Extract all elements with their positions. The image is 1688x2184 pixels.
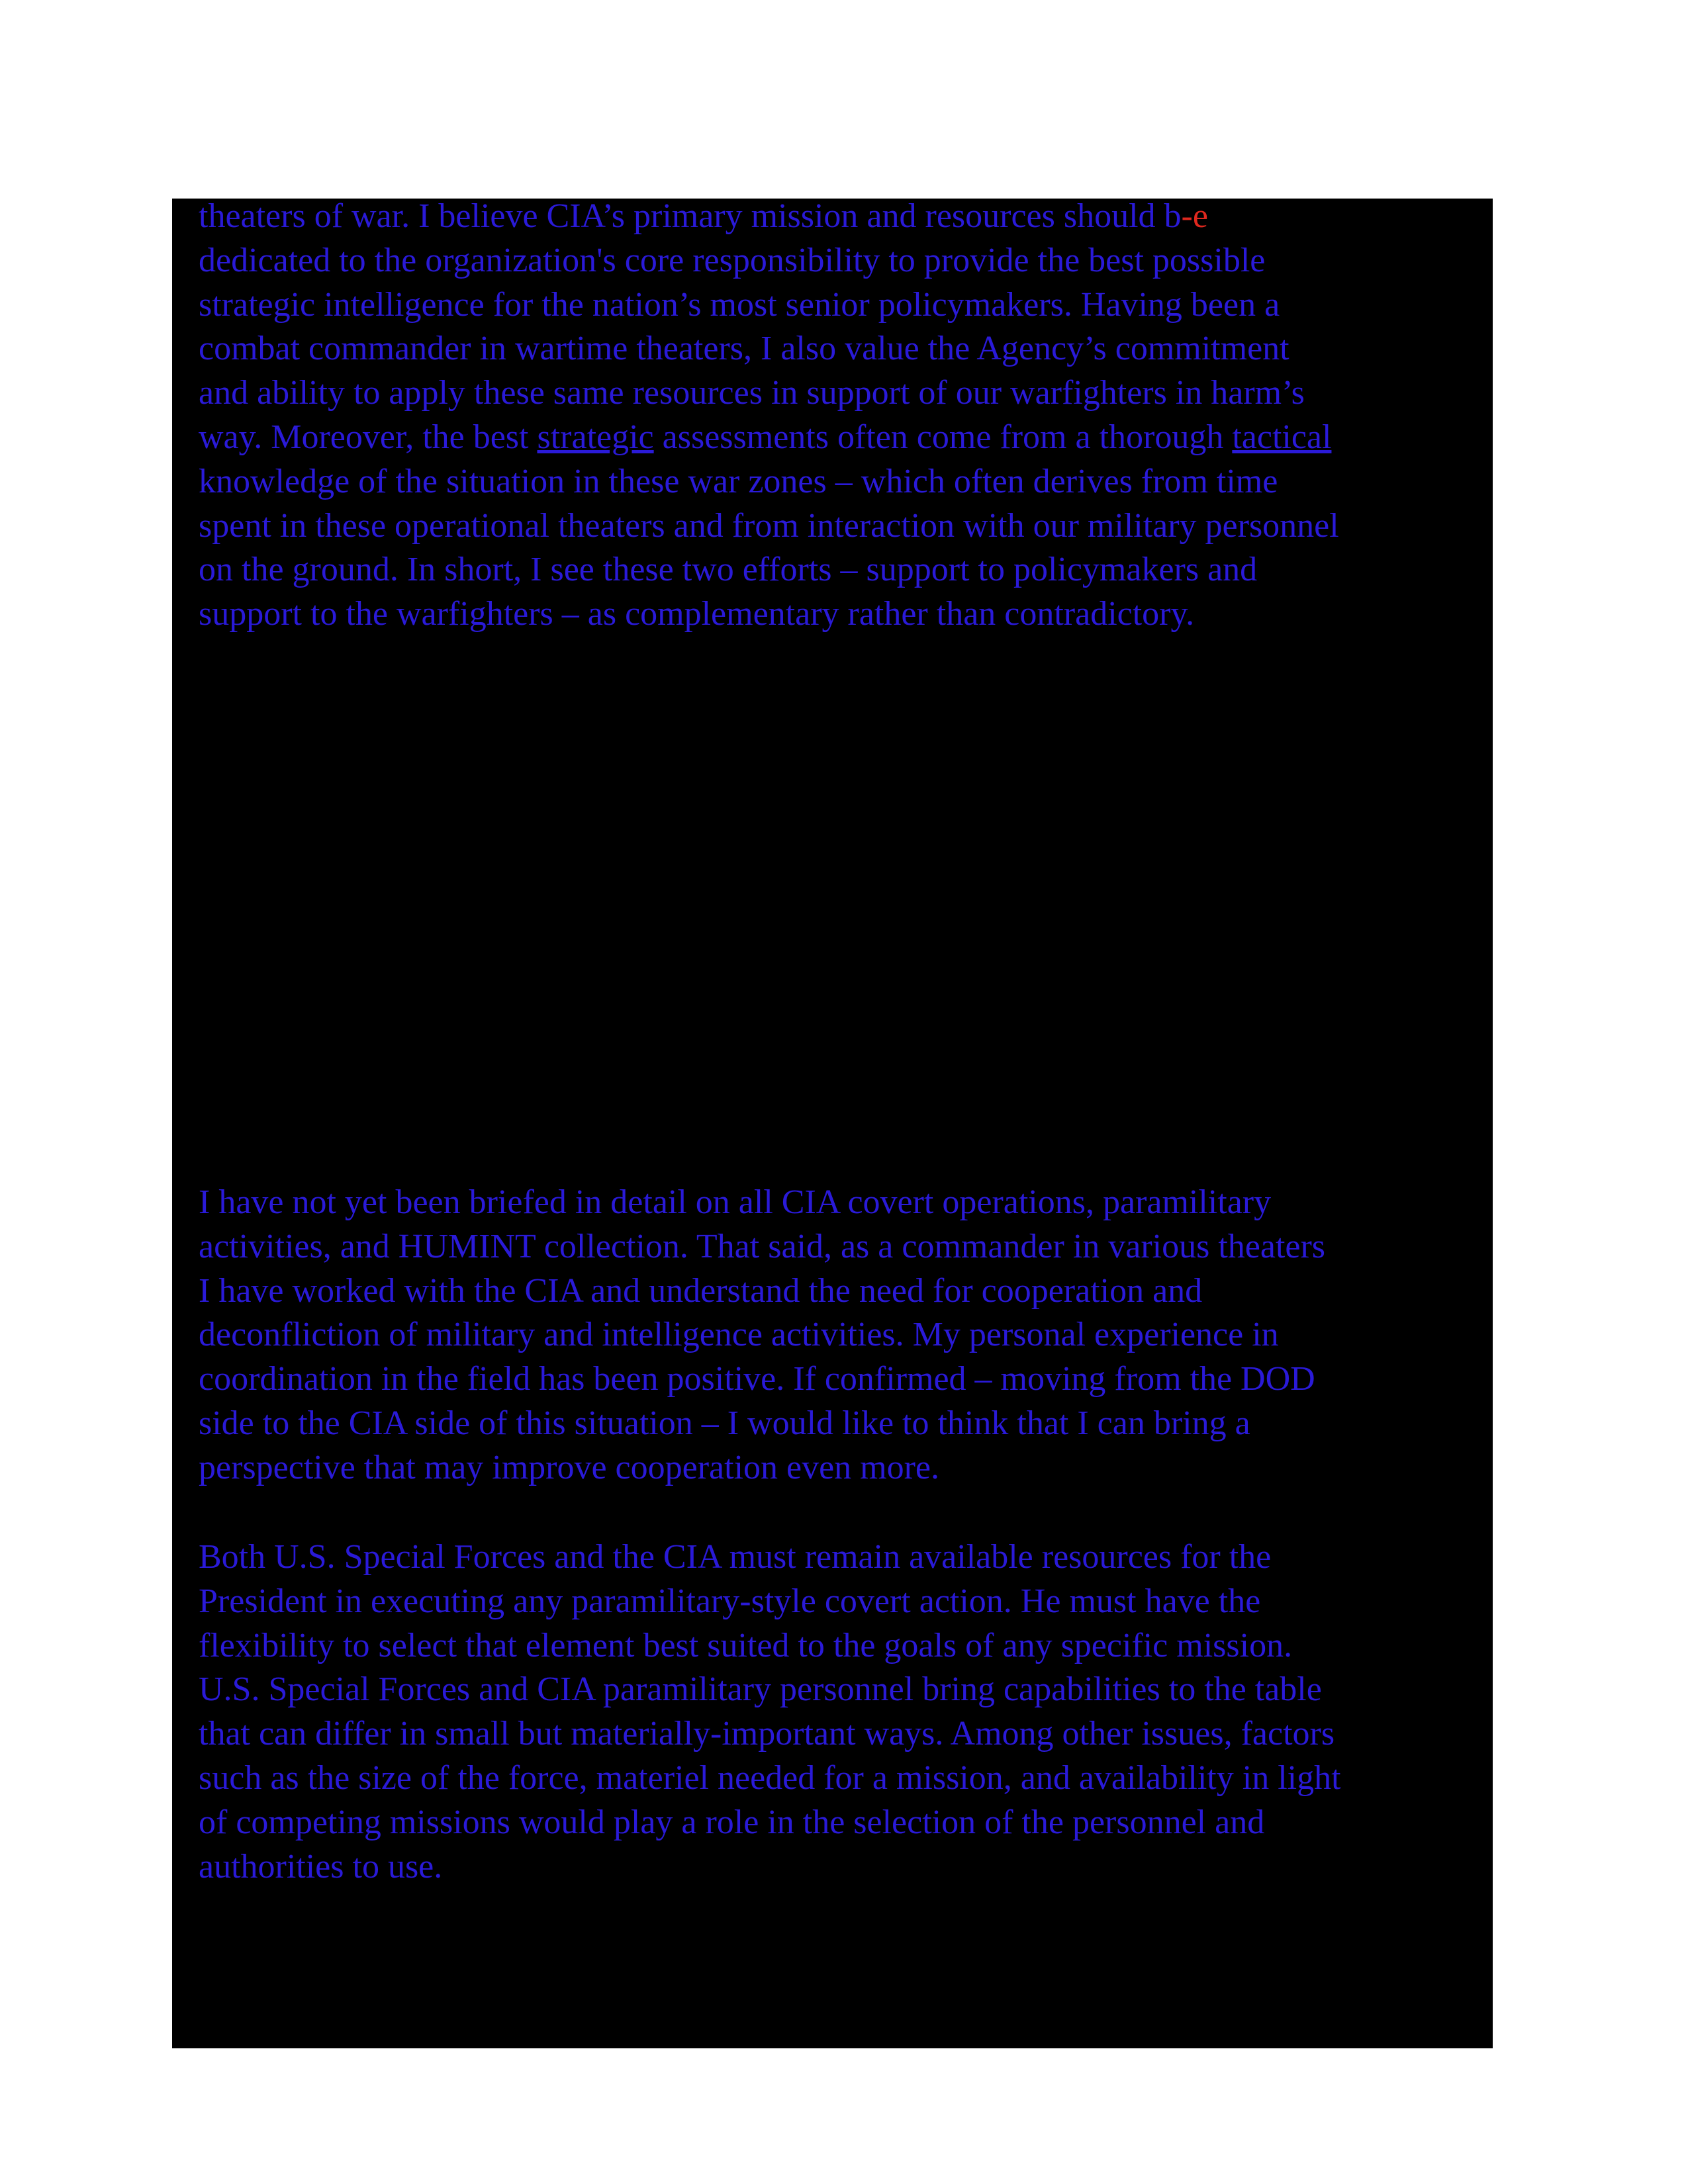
- text-line: I have worked with the CIA and understand the need for cooperation and: [199, 1271, 1203, 1310]
- text-line: knowledge of the situation in these war zones – which often derives from time: [199, 462, 1278, 500]
- text-line: authorities to use.: [199, 1847, 443, 1886]
- text-line: and ability to apply these same resources in support of our warfighters in harm’s: [199, 374, 1305, 412]
- text-line: way. Moreover, the best strategic assessments often come from a thorough tactical: [199, 418, 1332, 456]
- text-line: side to the CIA side of this situation – I would like to think that I can bring a: [199, 1404, 1250, 1442]
- text-line: Both U.S. Special Forces and the CIA must remain available resources for the: [199, 1538, 1272, 1576]
- text-line: theaters of war. I believe CIA’s primary mission and resources should b-e: [199, 197, 1208, 235]
- text-line: dedicated to the organization's core responsibility to provide the best possible: [199, 241, 1266, 279]
- text-line: of competing missions would play a role in the selection of the personnel and: [199, 1803, 1265, 1841]
- text-line: coordination in the field has been positive. If confirmed – moving from the DOD: [199, 1360, 1315, 1398]
- text-line: such as the size of the force, materiel needed for a mission, and availability in light: [199, 1758, 1341, 1797]
- paragraph-covert-operations: [199, 1181, 1496, 1490]
- paragraph-special-forces: [199, 1535, 1496, 1889]
- underlined-word-strategic: strategic: [537, 418, 654, 456]
- text-line: U.S. Special Forces and CIA paramilitary personnel bring capabilities to the table: [199, 1670, 1322, 1709]
- text-line: on the ground. In short, I see these two efforts – support to policymakers and: [199, 551, 1258, 589]
- text-line: spent in these operational theaters and from interaction with our military personnel: [199, 506, 1339, 545]
- text-line: perspective that may improve cooperation even more.: [199, 1448, 940, 1486]
- underlined-word-tactical: tactical: [1232, 418, 1332, 456]
- text-line: President in executing any paramilitary-style covert action. He must have the: [199, 1582, 1261, 1620]
- text-line: activities, and HUMINT collection. That said, as a commander in various theaters: [199, 1227, 1326, 1265]
- paragraph-cia-mission: [199, 195, 1496, 637]
- text-line: that can differ in small but materially-important ways. Among other issues, factors: [199, 1715, 1335, 1753]
- text-line: support to the warfighters – as complementary rather than contradictory.: [199, 595, 1195, 633]
- text-line: strategic intelligence for the nation’s most senior policymakers. Having been a: [199, 285, 1280, 324]
- text-line: combat commander in wartime theaters, I also value the Agency’s commitment: [199, 330, 1289, 368]
- text-line: flexibility to select that element best suited to the goals of any specific mission.: [199, 1626, 1293, 1664]
- text-line: I have not yet been briefed in detail on all CIA covert operations, paramilitary: [199, 1183, 1272, 1221]
- track-change-mark: -e: [1181, 197, 1208, 235]
- text-line: deconfliction of military and intelligence activities. My personal experience in: [199, 1316, 1279, 1354]
